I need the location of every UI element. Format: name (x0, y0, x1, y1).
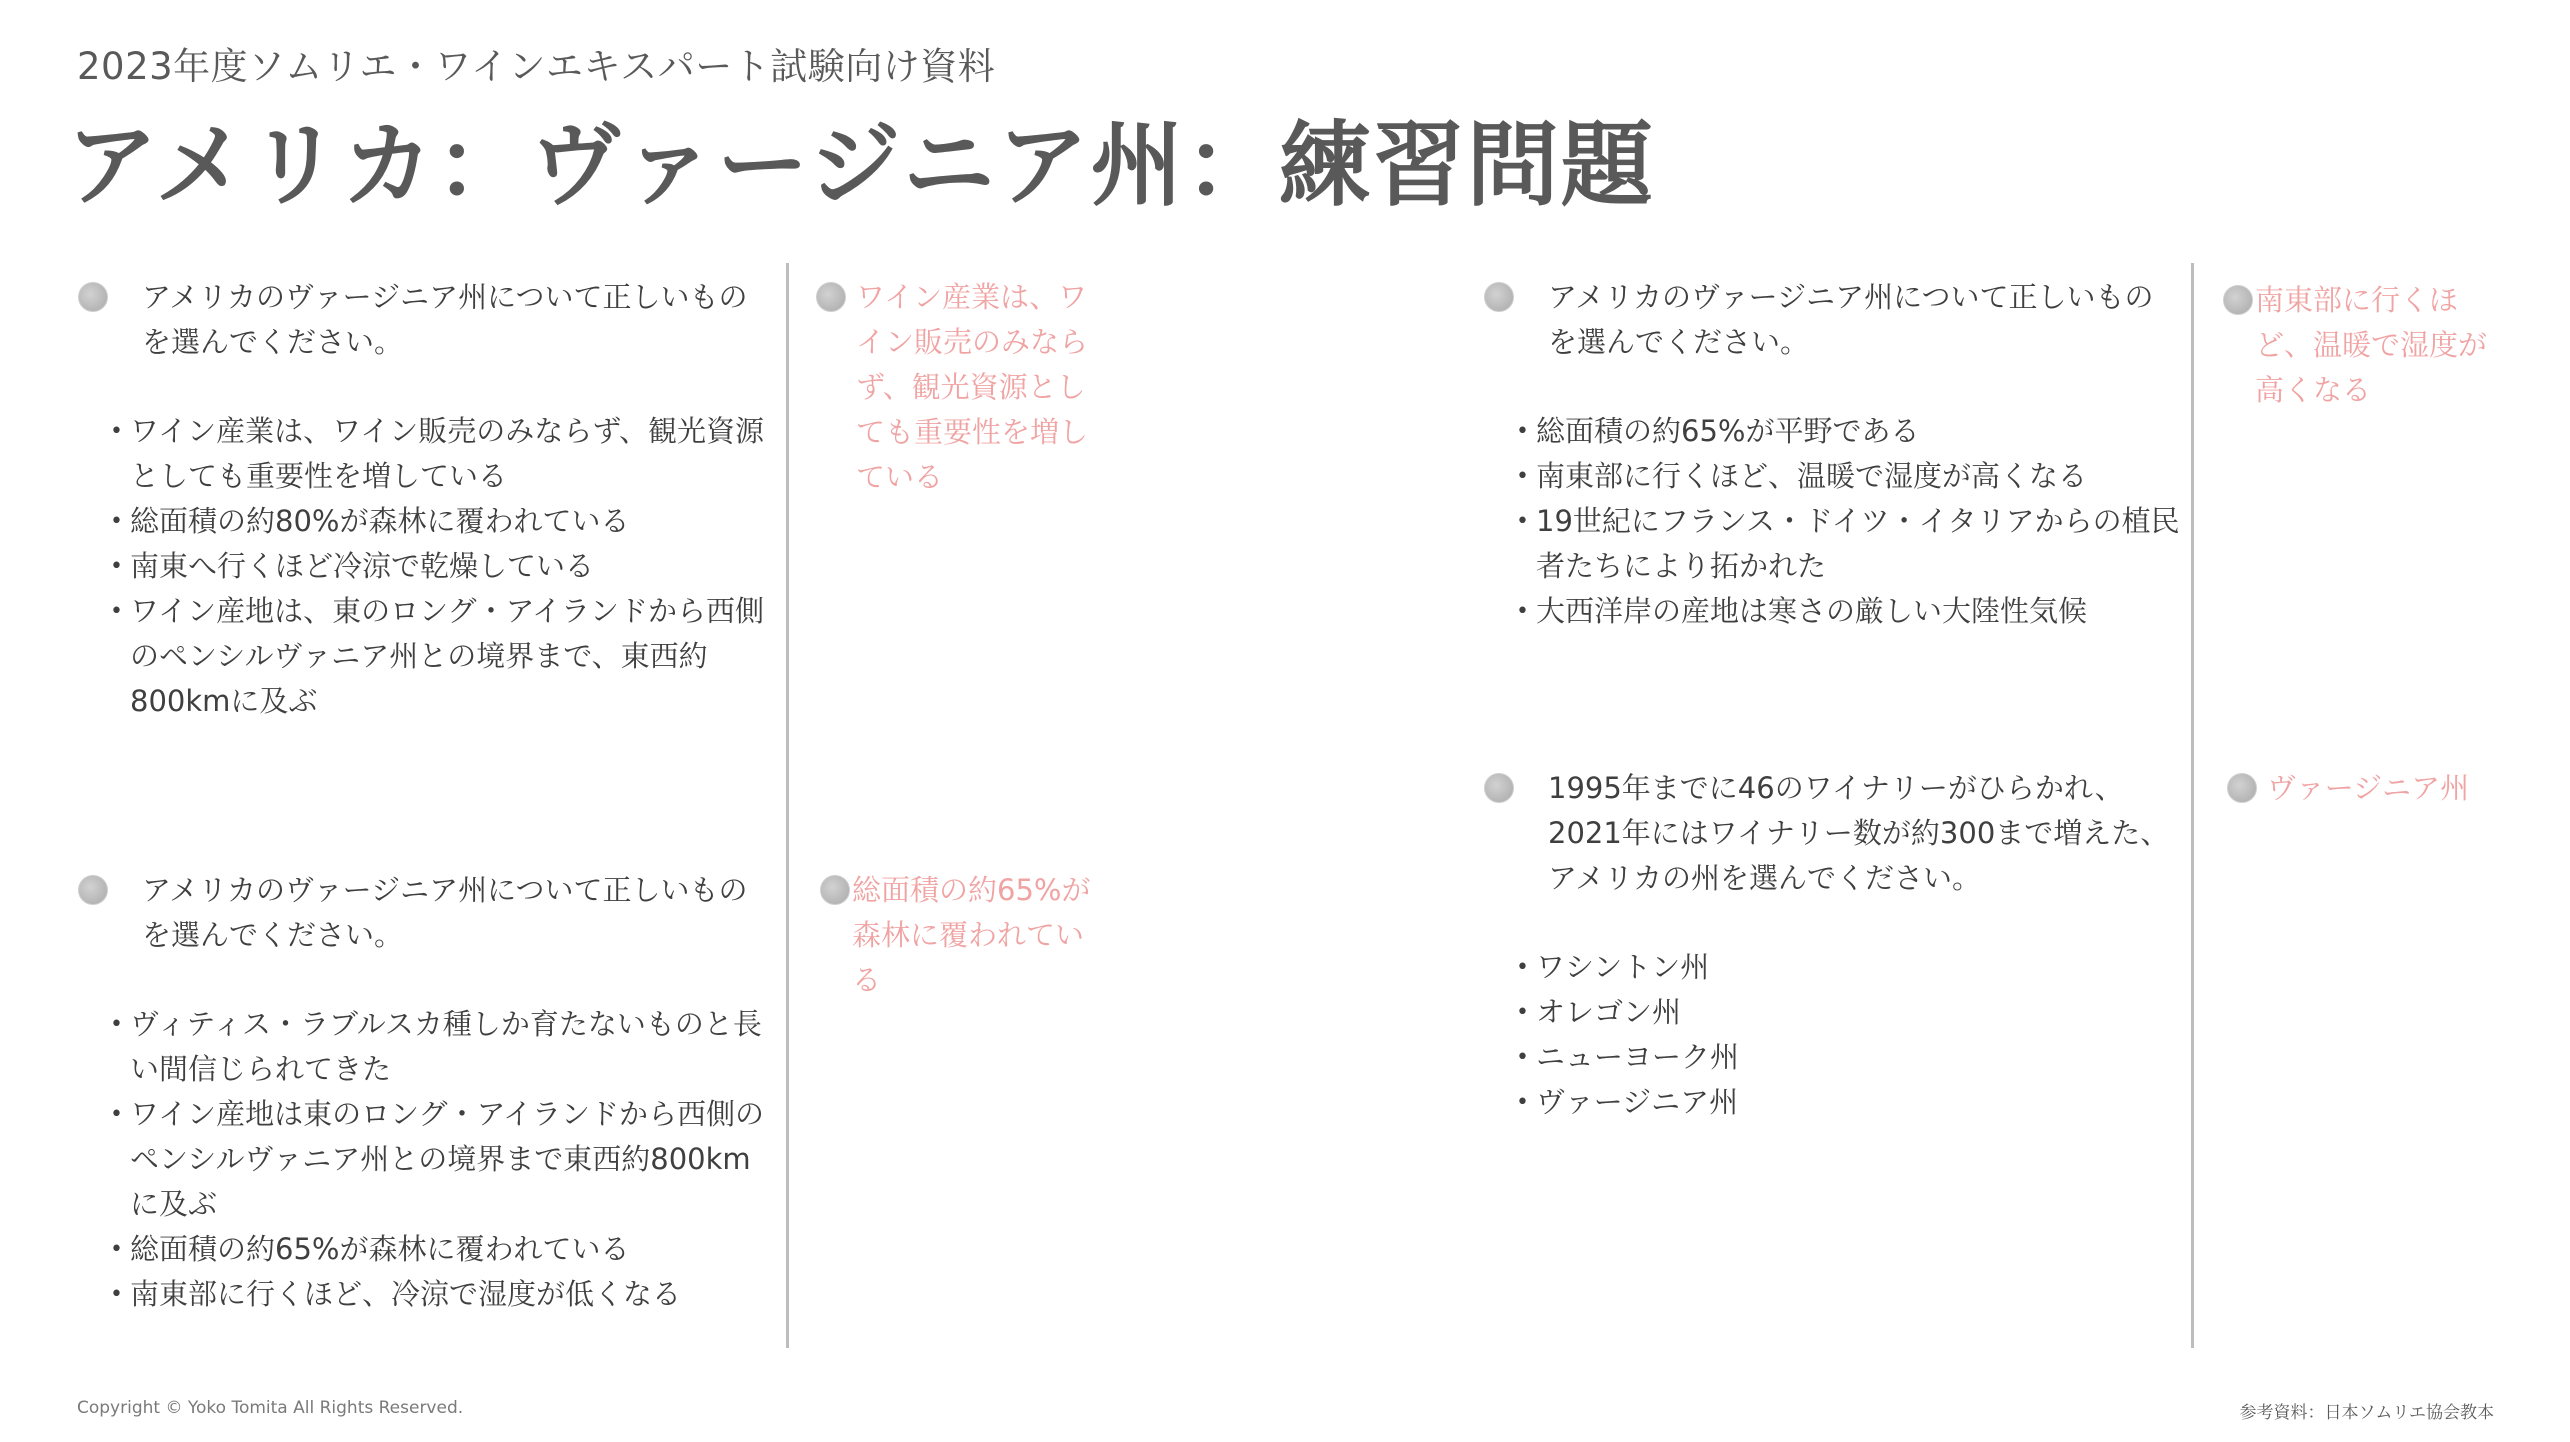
option-item: • 総面積の約65%が森林に覆われている (110, 1227, 775, 1272)
option-list (1516, 945, 2181, 1125)
answer-block-2 (820, 868, 1100, 1003)
option-item: • 総面積の約65%が平野である (1516, 409, 2181, 454)
answer-text: 南東部に行くほど、温暖で湿度が高くなる (2255, 283, 2488, 407)
option-item: • 大西洋岸の産地は寒さの厳しい大陸性気候 (1516, 589, 2181, 634)
option-item: • 19世紀にフランス・ドイツ・イタリアからの植民者たちにより拓かれた (1516, 499, 2181, 589)
answer-text: ヴァージニア州 (2267, 771, 2470, 805)
question-text: アメリカのヴァージニア州について正しいものを選んでください。 (142, 280, 748, 359)
bullet-circle-icon (1484, 282, 1514, 312)
option-list (1516, 409, 2181, 634)
bullet-circle-icon (78, 875, 108, 905)
option-item: • ワイン産地は東のロング・アイランドから西側のペンシルヴァニア州との境界まで東西約800kmに及ぶ (110, 1092, 775, 1227)
question-block-4 (1516, 766, 2181, 1125)
answer-text: 総面積の約65%が森林に覆われている (852, 873, 1091, 997)
question-text: 1995年までに46のワイナリーがひらかれ、2021年にはワイナリー数が約300まで増えた、アメリカの州を選んでください。 (1548, 771, 2170, 895)
question-block-3 (1516, 275, 2181, 634)
page-title: アメリカ：ヴァージニア州：練習問題 (66, 112, 1655, 219)
answer-text: ワイン産業は、ワイン販売のみならず、観光資源としても重要性を増している (856, 280, 1089, 494)
option-item: • オレゴン州 (1516, 990, 2181, 1035)
answer-block-1 (816, 275, 1096, 500)
answer-block-3 (2223, 278, 2505, 413)
bullet-circle-icon (1484, 773, 1514, 803)
column-divider-left (786, 263, 789, 1348)
bullet-circle-icon (78, 282, 108, 312)
option-item: • ワイン産業は、ワイン販売のみならず、観光資源としても重要性を増している (110, 409, 775, 499)
option-list (110, 1002, 775, 1317)
copyright-text: Copyright © Yoko Tomita All Rights Reserved. (77, 1398, 464, 1418)
answer-block-4 (2227, 766, 2509, 811)
option-list (110, 409, 775, 724)
page-subtitle: 2023年度ソムリエ・ワインエキスパート試験向け資料 (77, 45, 996, 88)
question-header (78, 868, 775, 958)
question-block-1 (110, 275, 775, 724)
question-block-2 (110, 868, 775, 1317)
question-header (78, 275, 775, 365)
option-item: • ヴァージニア州 (1516, 1080, 2181, 1125)
question-header (1484, 275, 2181, 365)
option-item: • 南東部に行くほど、冷涼で湿度が低くなる (110, 1272, 775, 1317)
column-divider-right (2191, 263, 2194, 1348)
question-text: アメリカのヴァージニア州について正しいものを選んでください。 (142, 873, 748, 952)
option-item: • ニューヨーク州 (1516, 1035, 2181, 1080)
bullet-circle-icon (820, 875, 850, 905)
option-item: • ヴィティス・ラブルスカ種しか育たないものと長い間信じられてきた (110, 1002, 775, 1092)
bullet-circle-icon (2223, 285, 2253, 315)
option-item: • ワシントン州 (1516, 945, 2181, 990)
reference-text: 参考資料：日本ソムリエ協会教本 (2239, 1403, 2494, 1423)
option-item: • ワイン産地は、東のロング・アイランドから西側のペンシルヴァニア州との境界まで、東西約800kmに及ぶ (110, 589, 775, 724)
bullet-circle-icon (2227, 773, 2257, 803)
option-item: • 総面積の約80%が森林に覆われている (110, 499, 775, 544)
option-item: • 南東部に行くほど、温暖で湿度が高くなる (1516, 454, 2181, 499)
bullet-circle-icon (816, 282, 846, 312)
question-header (1484, 766, 2181, 901)
question-text: アメリカのヴァージニア州について正しいものを選んでください。 (1548, 280, 2154, 359)
option-item: • 南東へ行くほど冷涼で乾燥している (110, 544, 775, 589)
